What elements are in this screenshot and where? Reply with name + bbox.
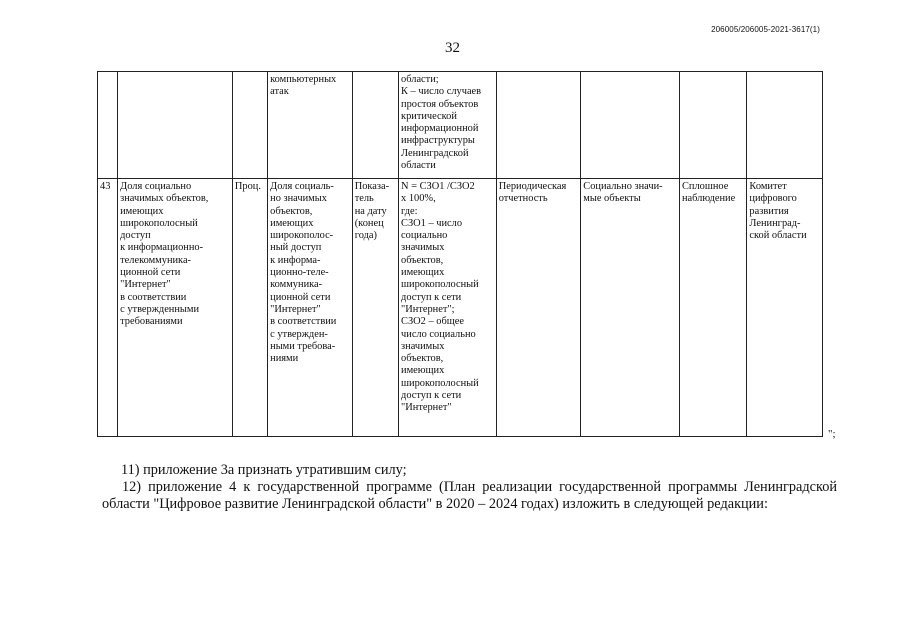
cell-period	[352, 72, 398, 179]
cell-responsible: Комитет цифрового развития Ленинград- ской области	[747, 179, 823, 437]
cell-coverage: Сплошное наблюдение	[679, 179, 746, 437]
cell-definition: Доля социаль- но значимых объектов, имеющих широкополос- ный доступ к информа- ционно-теле- коммуника- ционной сети "Интернет" в соответствии с утвержден- ными требова- ниями	[268, 179, 353, 437]
cell-num	[98, 72, 118, 179]
paragraph-item-12-text: 12) приложение 4 к государственной программе (План реализации государственной программы Ленинградской области "Цифровое развитие Ленинградской области" в 2020 – 2024 годах) изложить в следующей редакции:	[102, 479, 837, 513]
cell-method: N = СЗО1 /СЗО2 x 100%, где: СЗО1 – число социально значимых объектов, имеющих широкополосный доступ к сети "Интернет"; СЗО2 – общее число социально значимых объектов, имеющих широкополосный доступ к сети "Интернет"	[399, 179, 497, 437]
cell-responsible	[747, 72, 823, 179]
cell-source: Периодическая отчетность	[496, 179, 581, 437]
cell-object: Социально значи- мые объекты	[581, 179, 680, 437]
cell-source	[496, 72, 581, 179]
cell-unit: Проц.	[232, 179, 267, 437]
page-number: 32	[445, 40, 460, 56]
cell-definition: компьютерных атак	[268, 72, 353, 179]
paragraph-item-12	[102, 479, 837, 513]
document-id: 206005/206005-2021-3617(1)	[711, 25, 820, 34]
cell-unit	[232, 72, 267, 179]
cell-name: Доля социально значимых объектов, имеющих широкополосный доступ к информационно- телекоммуника- ционной сети "Интернет" в соответствии с утвержденными требованиями	[118, 179, 233, 437]
paragraph-item-11: 11) приложение 3а признать утратившим силу;	[121, 462, 407, 478]
cell-name	[118, 72, 233, 179]
indicators-table	[97, 71, 823, 437]
cell-period: Показа- тель на дату (конец года)	[352, 179, 398, 437]
cell-coverage	[679, 72, 746, 179]
table-row-continuation	[98, 72, 823, 179]
closing-quote: ";	[828, 428, 836, 440]
cell-num: 43	[98, 179, 118, 437]
cell-object	[581, 72, 680, 179]
table-row-43	[98, 179, 823, 437]
cell-method: области; К – число случаев простоя объектов критической информационной инфраструктуры Ленинградской области	[399, 72, 497, 179]
